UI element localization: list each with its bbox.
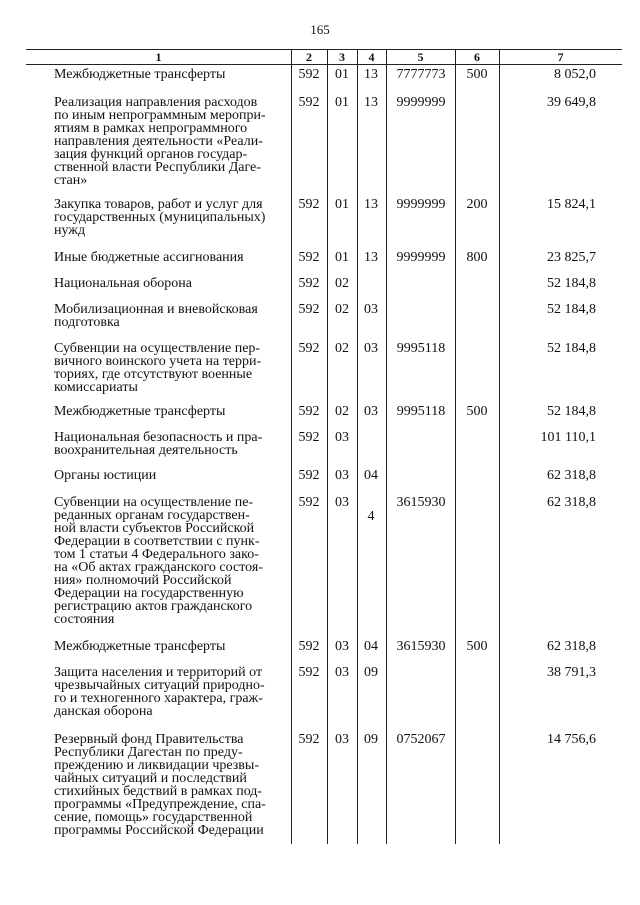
name-line: воохранительная деятельность [54, 443, 238, 458]
cell-col4: 13 [364, 197, 378, 212]
row-name [54, 666, 290, 718]
cell-col6: 500 [466, 639, 488, 654]
cell-col5: 9995118 [396, 404, 446, 419]
cell-col4: 09 [364, 665, 378, 680]
column-header: 3 [339, 50, 345, 64]
cell-col6: 800 [466, 250, 488, 265]
cell-col5: 7777773 [396, 67, 446, 82]
name-line: сение, помощь» государственной [54, 810, 253, 825]
cell-col4: 13 [364, 250, 378, 265]
column-divider [386, 49, 387, 844]
name-line: реданных органам государствен- [54, 508, 250, 523]
cell-col2: 592 [298, 67, 320, 82]
column-divider [455, 49, 456, 844]
name-line: чайных ситуаций и последствий [54, 771, 247, 786]
cell-col6: 500 [466, 67, 488, 82]
row-name [54, 640, 290, 653]
row-name [54, 405, 290, 418]
cell-col7: 101 110,1 [540, 430, 596, 445]
name-line: ственной власти Республики Даге- [54, 160, 261, 175]
name-line: направления деятельности «Реали- [54, 134, 263, 149]
name-line: данская оборона [54, 704, 153, 719]
name-line: Органы юстиции [54, 468, 157, 483]
name-line: Мобилизационная и вневойсковая [54, 302, 258, 317]
cell-col3: 01 [335, 250, 349, 265]
name-line: стихийных бедствий в рамках под- [54, 784, 263, 799]
cell-col5: 9999999 [396, 95, 446, 110]
cell-col2: 592 [298, 468, 320, 483]
name-line: чрезвычайных ситуаций природно- [54, 678, 265, 693]
cell-col2: 592 [298, 430, 320, 445]
cell-col6: 200 [466, 197, 488, 212]
row-name [54, 431, 290, 457]
cell-col7: 52 184,8 [547, 341, 596, 356]
row-name [54, 96, 290, 187]
name-line: Защита населения и территорий от [54, 665, 263, 680]
column-divider [499, 49, 500, 844]
name-line: подготовка [54, 315, 120, 330]
cell-col4: 13 [364, 95, 378, 110]
table-header-border [26, 64, 622, 65]
cell-col7: 52 184,8 [547, 276, 596, 291]
cell-col2: 592 [298, 197, 320, 212]
cell-col2: 592 [298, 250, 320, 265]
name-line: стан» [54, 173, 88, 188]
cell-col2: 592 [298, 95, 320, 110]
cell-col2: 592 [298, 302, 320, 317]
cell-col4: 03 [364, 302, 378, 317]
name-line: нужд [54, 223, 86, 238]
name-line: состояния [54, 612, 115, 627]
cell-col4: 09 [364, 732, 378, 747]
name-line: ятиям в рамках непрограммного [54, 121, 248, 136]
column-header: 2 [306, 50, 312, 64]
cell-col2: 592 [298, 404, 320, 419]
name-line: Республики Дагестан по преду- [54, 745, 243, 760]
cell-col7: 52 184,8 [547, 404, 596, 419]
column-header: 1 [155, 50, 162, 64]
cell-col2: 592 [298, 495, 320, 510]
name-line: Федерации в соответствии с пунк- [54, 534, 260, 549]
column-header: 4 [368, 50, 375, 64]
cell-col3: 01 [335, 197, 349, 212]
name-line: вичного воинского учета на терри- [54, 354, 262, 369]
cell-col3: 03 [335, 495, 349, 510]
cell-col3: 03 [335, 732, 349, 747]
name-line: комиссариаты [54, 380, 138, 395]
column-divider [327, 49, 328, 844]
name-line: программы Российской Федерации [54, 823, 264, 838]
cell-col3: 02 [335, 302, 349, 317]
name-line: Национальная безопасность и пра- [54, 430, 263, 445]
cell-col3: 01 [335, 95, 349, 110]
name-line: ной власти субъектов Российской [54, 521, 255, 536]
row-name [54, 198, 290, 237]
row-name [54, 469, 290, 482]
cell-col3: 03 [335, 639, 349, 654]
row-name [54, 733, 290, 837]
row-name [54, 68, 290, 81]
cell-col3: 03 [335, 468, 349, 483]
name-line: Межбюджетные трансферты [54, 67, 226, 82]
cell-col4: 03 [364, 341, 378, 356]
name-line: ториях, где отсутствуют военные [54, 367, 253, 382]
name-line: зация функций органов государ- [54, 147, 248, 162]
cell-col5: 0752067 [396, 732, 446, 747]
row-name [54, 303, 290, 329]
cell-col7: 8 052,0 [554, 67, 596, 82]
name-line: по иным непрограммным меропри- [54, 108, 266, 123]
cell-col4: 4 [367, 509, 375, 524]
cell-col4: 13 [364, 67, 378, 82]
column-header: 7 [557, 50, 564, 64]
cell-col5: 3615930 [396, 495, 446, 510]
name-line: государственных (муниципальных) [54, 210, 266, 225]
name-line: на «Об актах гражданского состоя- [54, 560, 263, 575]
cell-col7: 15 824,1 [547, 197, 596, 212]
name-line: Резервный фонд Правительства [54, 732, 244, 747]
cell-col2: 592 [298, 639, 320, 654]
name-line: Реализация направления расходов [54, 95, 258, 110]
cell-col2: 592 [298, 341, 320, 356]
cell-col5: 9999999 [396, 197, 446, 212]
cell-col4: 04 [364, 468, 378, 483]
row-name [54, 251, 290, 264]
cell-col4: 03 [364, 404, 378, 419]
page-number: 165 [310, 22, 330, 37]
column-header: 5 [417, 50, 424, 64]
name-line: преждению и ликвидации чрезвы- [54, 758, 259, 773]
cell-col3: 03 [335, 430, 349, 445]
cell-col4: 04 [364, 639, 378, 654]
cell-col3: 02 [335, 404, 349, 419]
cell-col2: 592 [298, 665, 320, 680]
cell-col5: 9999999 [396, 250, 446, 265]
cell-col7: 39 649,8 [547, 95, 596, 110]
column-divider [357, 49, 358, 844]
name-line: Закупка товаров, работ и услуг для [54, 197, 263, 212]
name-line: Национальная оборона [54, 276, 192, 291]
column-divider [291, 49, 292, 844]
cell-col5: 9995118 [396, 341, 446, 356]
cell-col2: 592 [298, 276, 320, 291]
cell-col3: 02 [335, 341, 349, 356]
name-line: том 1 статьи 4 Федерального зако- [54, 547, 259, 562]
cell-col6: 500 [466, 404, 488, 419]
cell-col5: 3615930 [396, 639, 446, 654]
name-line: го и техногенного характера, граж- [54, 691, 263, 706]
name-line: Межбюджетные трансферты [54, 404, 226, 419]
cell-col3: 02 [335, 276, 349, 291]
row-name [54, 342, 290, 394]
cell-col7: 38 791,3 [547, 665, 596, 680]
name-line: ния» полномочий Российской [54, 573, 232, 588]
row-name [54, 277, 290, 290]
cell-col7: 62 318,8 [547, 468, 596, 483]
cell-col3: 03 [335, 665, 349, 680]
column-header: 6 [474, 50, 480, 64]
cell-col3: 01 [335, 67, 349, 82]
cell-col7: 23 825,7 [547, 250, 596, 265]
name-line: Федерации на государственную [54, 586, 244, 601]
name-line: регистрацию актов гражданского [54, 599, 253, 614]
row-name [54, 496, 290, 626]
cell-col7: 62 318,8 [547, 495, 596, 510]
name-line: Субвенции на осуществление пе- [54, 495, 254, 510]
cell-col2: 592 [298, 732, 320, 747]
name-line: Иные бюджетные ассигнования [54, 250, 244, 265]
name-line: Субвенции на осуществление пер- [54, 341, 261, 356]
cell-col7: 14 756,6 [547, 732, 596, 747]
cell-col7: 52 184,8 [547, 302, 596, 317]
name-line: программы «Предупреждение, спа- [54, 797, 266, 812]
cell-col7: 62 318,8 [547, 639, 596, 654]
name-line: Межбюджетные трансферты [54, 639, 226, 654]
